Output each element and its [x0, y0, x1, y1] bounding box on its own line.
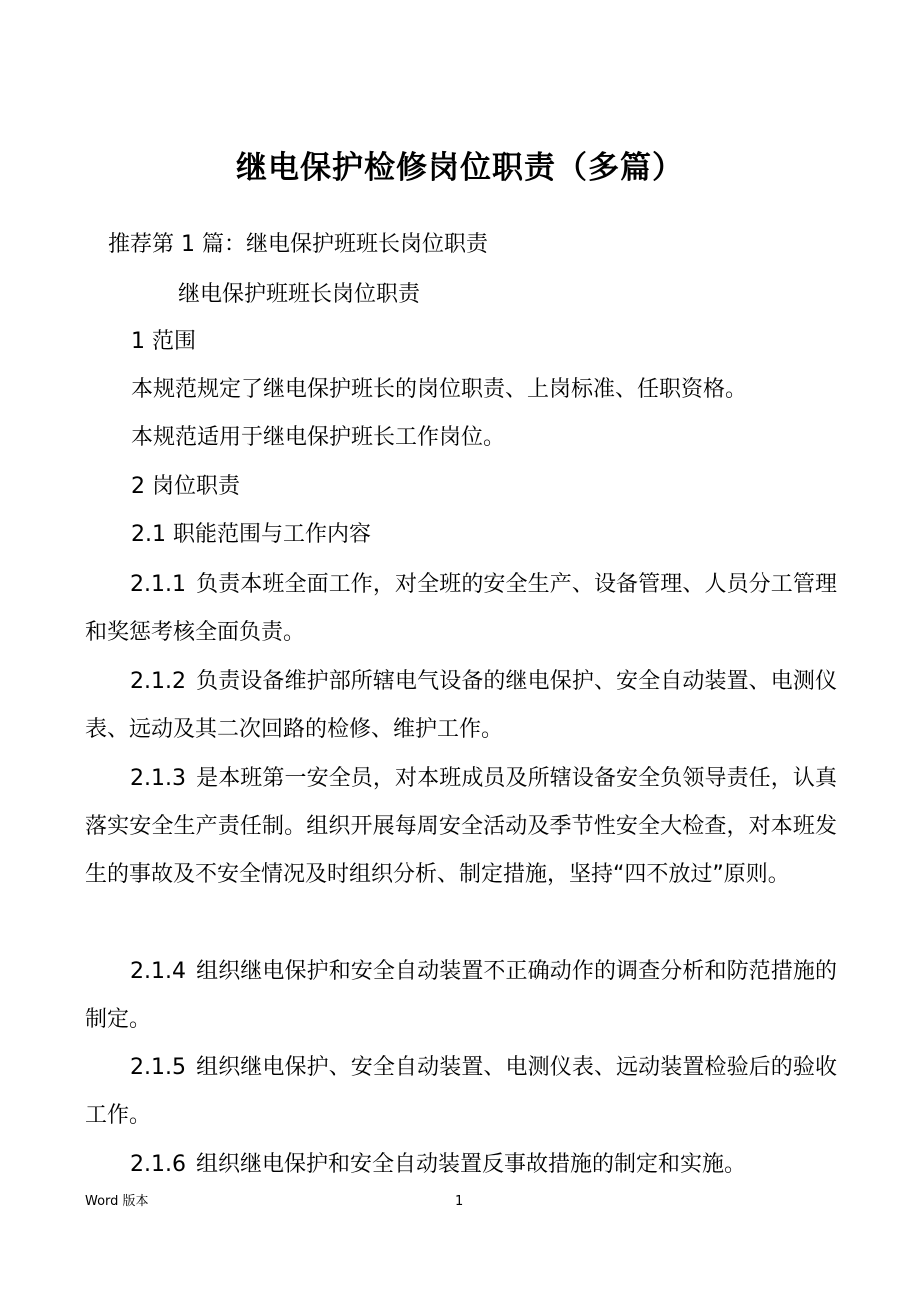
duty-item: [85, 1141, 837, 1189]
subsection-heading: 2.1 职能范围与工作内容: [131, 522, 371, 547]
duty-item-number: 2.1.2: [130, 669, 186, 694]
scope-paragraph: 本规范规定了继电保护班长的岗位职责、上岗标准、任职资格。: [131, 377, 748, 402]
scope-paragraph: 本规范适用于继电保护班长工作岗位。: [131, 425, 506, 450]
duty-item-number: 2.1.6: [130, 1152, 186, 1177]
duty-item: [85, 1044, 837, 1140]
recommend-line: 推荐第 1 篇：继电保护班班长岗位职责: [108, 232, 488, 257]
duty-item-number: 2.1.3: [130, 766, 186, 791]
document-title: 继电保护检修岗位职责（多篇）: [236, 150, 684, 186]
duty-item-text: 组织继电保护、安全自动装置、电测仪表、远动装置检验后的验收工作。: [85, 1055, 837, 1128]
duty-item: [85, 755, 837, 899]
section-heading-duties: 2 岗位职责: [131, 474, 240, 499]
duty-item: [85, 948, 837, 1044]
duty-item-text: 负责本班全面工作，对全班的安全生产、设备管理、人员分工管理和奖惩考核全面负责。: [85, 572, 837, 645]
duty-item-number: 2.1.5: [130, 1055, 186, 1080]
duty-item-number: 2.1.1: [130, 572, 186, 597]
duty-item-text: 组织继电保护和安全自动装置不正确动作的调查分析和防范措施的制定。: [85, 959, 837, 1032]
duty-item-text: 是本班第一安全员，对本班成员及所辖设备安全负领导责任，认真落实安全生产责任制。组织开展每周安全活动及季节性安全大检查，对本班发生的事故及不安全情况及时组织分析、制定措施，坚持“四不放过”原则。: [85, 766, 837, 887]
duty-item-text: 负责设备维护部所辖电气设备的继电保护、安全自动装置、电测仪表、远动及其二次回路的检修、维护工作。: [85, 669, 837, 742]
section-heading-scope: 1 范围: [131, 329, 196, 354]
duty-item-number: 2.1.4: [130, 959, 186, 984]
footer-label: Word 版本: [85, 1194, 149, 1209]
duty-item: [85, 561, 837, 657]
page-number: 1: [455, 1194, 464, 1209]
duty-item-text: 组织继电保护和安全自动装置反事故措施的制定和实施。: [195, 1152, 746, 1177]
section-subtitle: 继电保护班班长岗位职责: [178, 282, 421, 307]
duty-item: [85, 658, 837, 754]
